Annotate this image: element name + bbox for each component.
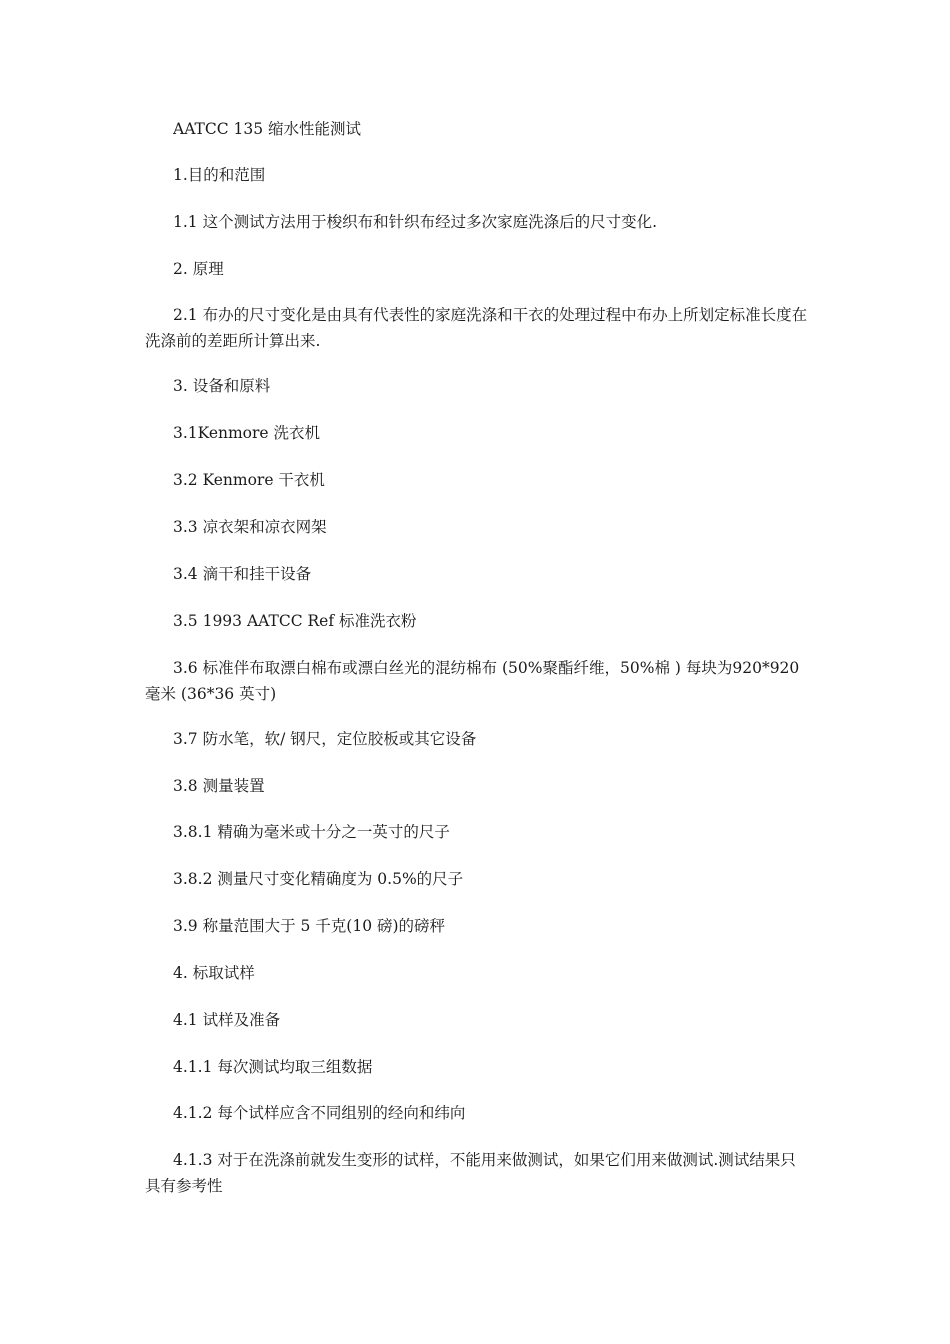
- section-heading: 1.目的和范围: [173, 166, 266, 184]
- section-heading: 3. 设备和原料: [173, 377, 271, 395]
- paragraph: 1.1 这个测试方法用于梭织布和针织布经过多次家庭洗涤后的尺寸变化.: [173, 213, 658, 231]
- paragraph: 2.1 布办的尺寸变化是由具有代表性的家庭洗涤和干衣的处理过程中布办上所划定标准长度在洗涤前的差距所计算出来.: [145, 306, 808, 350]
- list-item: 4.1.2 每个试样应含不同组别的经向和纬向: [173, 1104, 466, 1122]
- list-item: 3.8.2 测量尺寸变化精确度为 0.5%的尺子: [173, 870, 464, 888]
- list-item: 3.2 Kenmore 干衣机: [173, 471, 325, 489]
- section-heading: 4. 标取试样: [173, 964, 255, 982]
- list-item: 3.9 称量范围大于 5 千克(10 磅)的磅秤: [173, 917, 446, 935]
- section-heading: 2. 原理: [173, 260, 224, 278]
- list-item: 3.8 测量装置: [173, 777, 265, 795]
- list-item: 3.3 凉衣架和凉衣网架: [173, 518, 327, 536]
- list-item: 3.1Kenmore 洗衣机: [173, 424, 321, 442]
- list-item: 3.8.1 精确为毫米或十分之一英寸的尺子: [173, 823, 450, 841]
- list-item: 4.1.1 每次测试均取三组数据: [173, 1058, 373, 1076]
- list-item: 4.1.3 对于在洗涤前就发生变形的试样，不能用来做测试，如果它们用来做测试.测试结果只具有参考性: [145, 1151, 796, 1195]
- list-item: 3.6 标准伴布取漂白棉布或漂白丝光的混纺棉布 (50%聚酯纤维，50%棉 ) 每块为920*920 毫米 (36*36 英寸): [145, 659, 800, 703]
- list-item: 3.5 1993 AATCC Ref 标准洗衣粉: [173, 612, 417, 630]
- document-title: AATCC 135 缩水性能测试: [173, 120, 362, 138]
- list-item: 3.7 防水笔，软/ 钢尺，定位胶板或其它设备: [173, 730, 477, 748]
- list-item: 3.4 滴干和挂干设备: [173, 565, 312, 583]
- list-item: 4.1 试样及准备: [173, 1011, 281, 1029]
